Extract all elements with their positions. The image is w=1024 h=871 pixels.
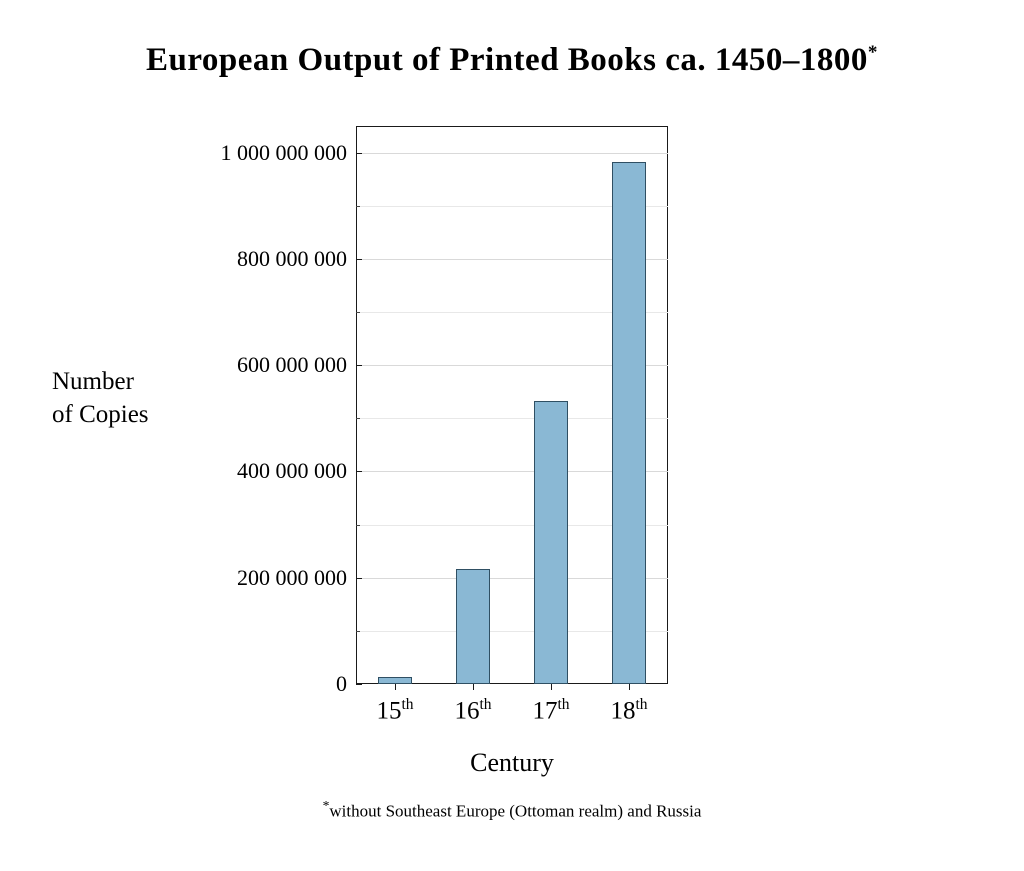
- x-tick: [473, 684, 474, 690]
- y-tick-minor: [356, 631, 360, 632]
- y-axis-tick-label: 0: [336, 671, 347, 696]
- y-tick-minor: [356, 525, 360, 526]
- bar: [378, 677, 412, 684]
- y-axis-title-line-2: of Copies: [52, 400, 149, 428]
- x-tick: [395, 684, 396, 690]
- y-tick-major: [356, 471, 362, 472]
- y-tick-major: [356, 365, 362, 366]
- y-axis-tick-label: 200 000 000: [237, 564, 347, 590]
- x-axis-tick-label: 17th: [532, 696, 570, 725]
- y-tick-minor: [356, 418, 360, 419]
- y-axis-title: [52, 366, 252, 431]
- chart-title-text: European Output of Printed Books ca. 1450–1800: [146, 42, 868, 78]
- gridline-major: [356, 153, 668, 154]
- chart-footnote: [0, 798, 1024, 822]
- bar: [456, 569, 490, 684]
- y-axis-title-line-1: Number: [52, 368, 134, 395]
- y-tick-major: [356, 259, 362, 260]
- chart-title-footnote-marker: *: [867, 42, 878, 63]
- x-tick: [629, 684, 630, 690]
- y-tick-major: [356, 578, 362, 579]
- bar: [534, 401, 568, 684]
- x-axis-tick-label: 18th: [610, 696, 648, 725]
- x-axis-title: Century: [470, 748, 554, 777]
- y-axis-tick-label: 800 000 000: [237, 245, 347, 271]
- y-tick-major: [356, 153, 362, 154]
- footnote-marker: *: [322, 798, 330, 813]
- x-axis-tick-label: 16th: [454, 696, 492, 725]
- x-axis-tick-label: 15th: [376, 696, 414, 725]
- y-axis-tick-label: 1 000 000 000: [220, 139, 347, 165]
- plot-area: [220, 126, 668, 725]
- x-tick: [551, 684, 552, 690]
- chart-title: [0, 42, 1024, 79]
- y-axis-tick-label: 600 000 000: [237, 352, 347, 378]
- y-tick-major: [356, 684, 362, 685]
- y-axis-tick-label: 400 000 000: [237, 458, 347, 484]
- y-tick-minor: [356, 312, 360, 313]
- y-tick-minor: [356, 206, 360, 207]
- bar: [612, 162, 646, 684]
- footnote-text: without Southeast Europe (Ottoman realm) and Russia: [329, 801, 702, 821]
